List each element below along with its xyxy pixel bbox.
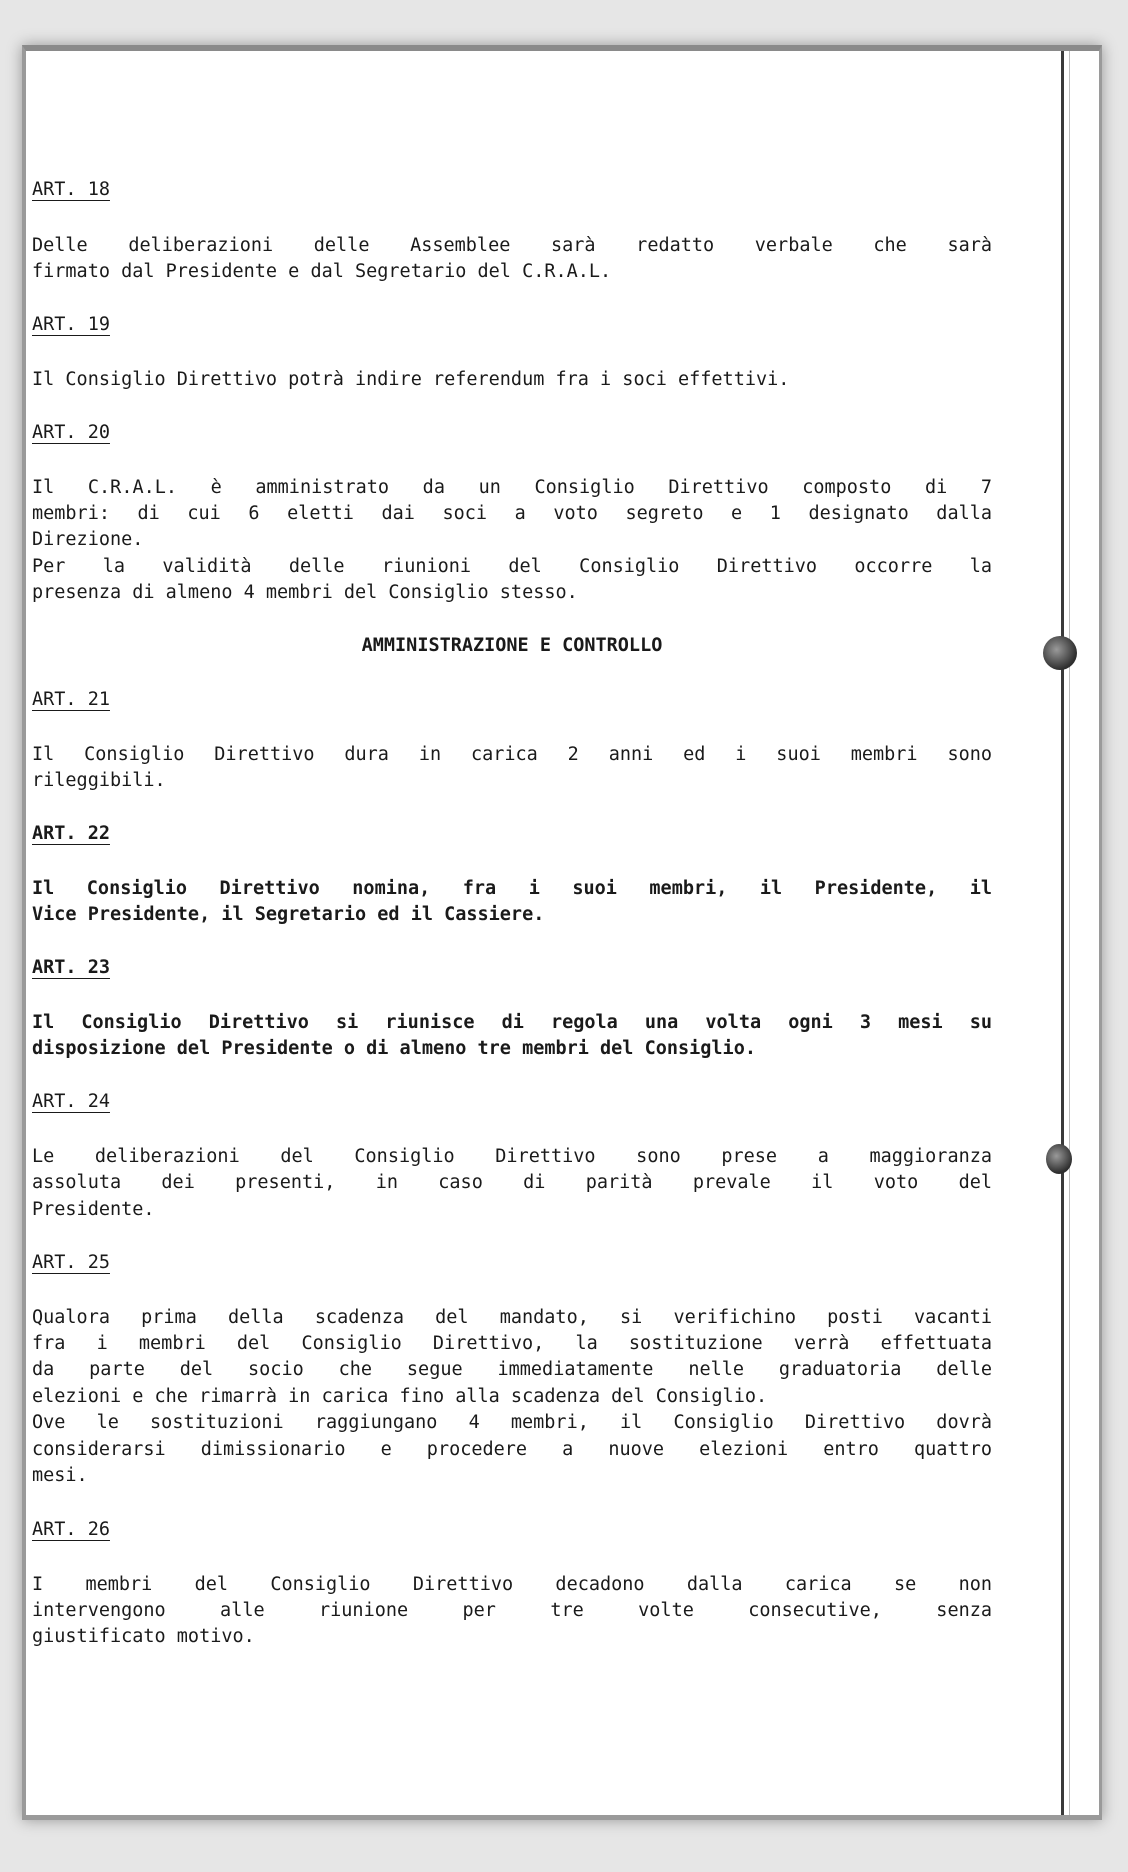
text-line: da parte del socio che segue immediatamente nelle graduatoria delle bbox=[32, 1359, 992, 1380]
article-title: ART. 23 bbox=[32, 957, 110, 978]
margin-rule-secondary bbox=[1069, 51, 1070, 1815]
text-line: assoluta dei presenti, in caso di parità prevale il voto del bbox=[32, 1172, 992, 1193]
article-title: ART. 24 bbox=[32, 1091, 110, 1112]
text-line: rileggibili. bbox=[32, 770, 166, 791]
text-line: Ove le sostituzioni raggiungano 4 membri, il Consiglio Direttivo dovrà bbox=[32, 1412, 992, 1433]
text-line: I membri del Consiglio Direttivo decadono dalla carica se non bbox=[32, 1574, 992, 1595]
text-line: disposizione del Presidente o di almeno tre membri del Consiglio. bbox=[32, 1038, 756, 1059]
text-line: Il Consiglio Direttivo dura in carica 2 anni ed i suoi membri sono bbox=[32, 744, 992, 765]
text-line: Vice Presidente, il Segretario ed il Cassiere. bbox=[32, 904, 545, 925]
article-title: ART. 22 bbox=[32, 823, 110, 844]
article-title: ART. 25 bbox=[32, 1252, 110, 1273]
text-line: Il C.R.A.L. è amministrato da un Consiglio Direttivo composto di 7 bbox=[32, 477, 992, 498]
text-line: mesi. bbox=[32, 1465, 88, 1486]
text-line: Per la validità delle riunioni del Consiglio Direttivo occorre la bbox=[32, 556, 992, 577]
text-line: Qualora prima della scadenza del mandato, si verifichino posti vacanti bbox=[32, 1307, 992, 1328]
text-line: presenza di almeno 4 membri del Consiglio stesso. bbox=[32, 582, 578, 603]
article-title: ART. 19 bbox=[32, 314, 110, 335]
document-page bbox=[22, 45, 1102, 1820]
text-line: intervengono alle riunione per tre volte consecutive, senza bbox=[32, 1600, 992, 1621]
text-line: membri: di cui 6 eletti dai soci a voto segreto e 1 designato dalla bbox=[32, 503, 992, 524]
section-heading: AMMINISTRAZIONE E CONTROLLO bbox=[361, 635, 663, 656]
text-line: Presidente. bbox=[32, 1199, 155, 1220]
article-title: ART. 26 bbox=[32, 1519, 110, 1540]
article-title: ART. 18 bbox=[32, 179, 110, 200]
margin-rule bbox=[1061, 51, 1064, 1815]
text-line: considerarsi dimissionario e procedere a nuove elezioni entro quattro bbox=[32, 1439, 992, 1460]
text-line: Il Consiglio Direttivo si riunisce di regola una volta ogni 3 mesi su bbox=[32, 1012, 992, 1033]
punch-hole bbox=[1046, 1144, 1072, 1174]
text-line: firmato dal Presidente e dal Segretario del C.R.A.L. bbox=[32, 261, 612, 282]
text-line: Il Consiglio Direttivo nomina, fra i suoi membri, il Presidente, il bbox=[32, 878, 992, 899]
text-line: giustificato motivo. bbox=[32, 1626, 255, 1647]
text-line: Delle deliberazioni delle Assemblee sarà redatto verbale che sarà bbox=[32, 235, 992, 256]
text-line: elezioni e che rimarrà in carica fino alla scadenza del Consiglio. bbox=[32, 1386, 768, 1407]
text-line: Direzione. bbox=[32, 529, 144, 550]
text-line: Il Consiglio Direttivo potrà indire referendum fra i soci effettivi. bbox=[32, 369, 790, 390]
article-title: ART. 21 bbox=[32, 689, 110, 710]
text-line: Le deliberazioni del Consiglio Direttivo sono prese a maggioranza bbox=[32, 1146, 992, 1167]
text-line: fra i membri del Consiglio Direttivo, la sostituzione verrà effettuata bbox=[32, 1333, 992, 1354]
punch-hole bbox=[1043, 636, 1077, 670]
article-title: ART. 20 bbox=[32, 422, 110, 443]
